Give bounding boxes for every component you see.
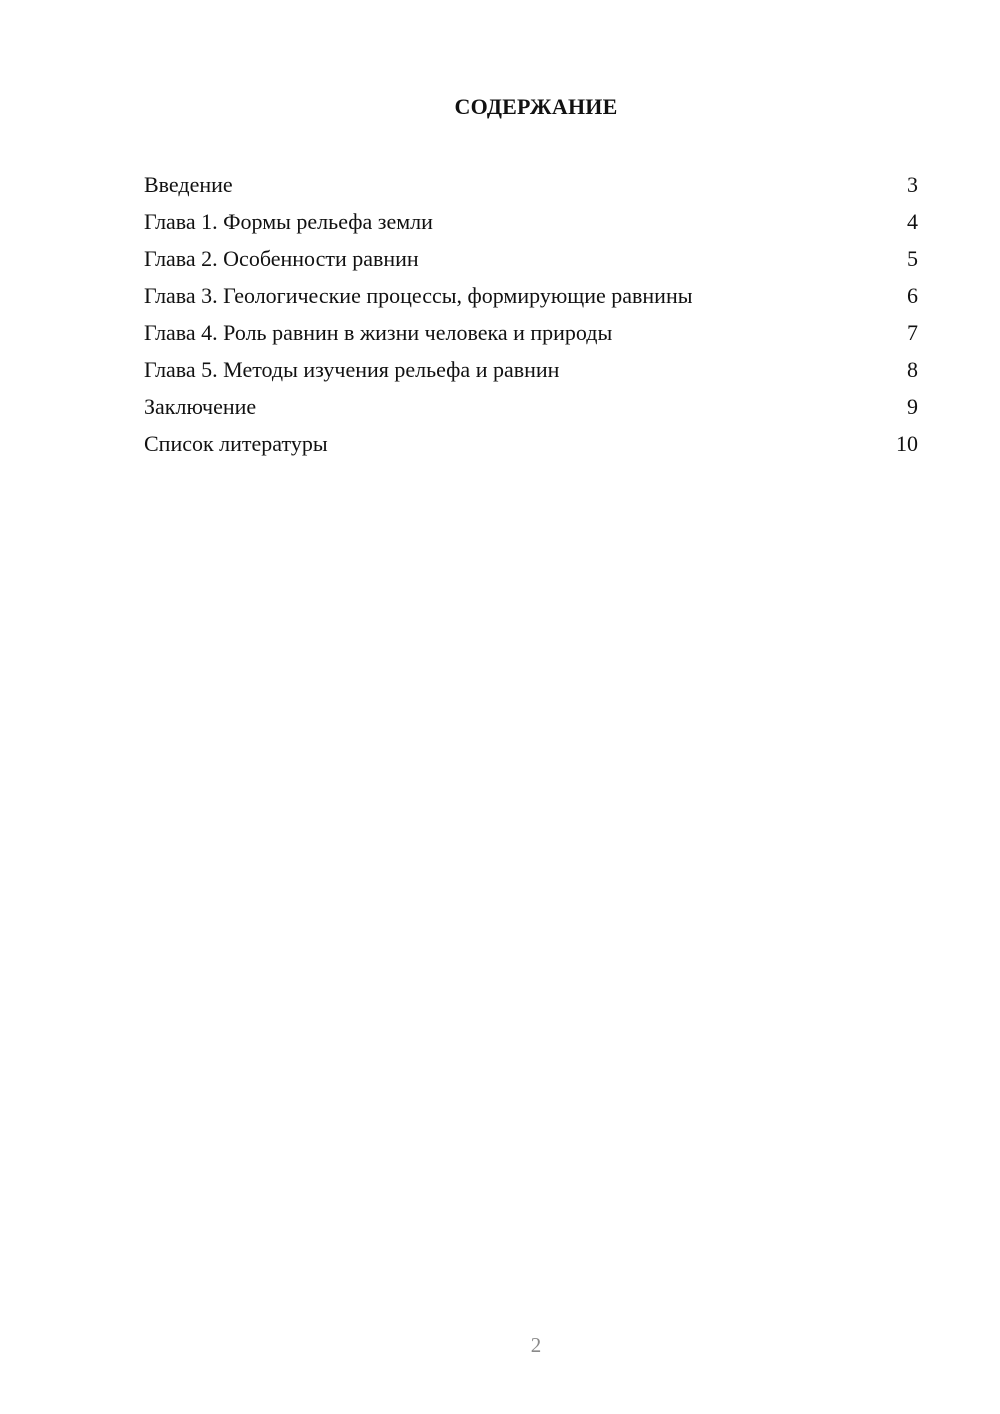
toc-entry-conclusion bbox=[144, 388, 918, 425]
toc-entry-page: 9 bbox=[907, 394, 918, 419]
toc-entry-chapter-5 bbox=[144, 351, 918, 388]
table-of-contents bbox=[144, 166, 918, 462]
toc-entry-page: 6 bbox=[907, 283, 918, 308]
toc-entry-label: Глава 2. Особенности равнин bbox=[144, 246, 419, 271]
toc-entry-page: 5 bbox=[907, 246, 918, 271]
toc-entry-label: Список литературы bbox=[144, 431, 328, 456]
toc-entry-bibliography bbox=[144, 425, 918, 462]
toc-entry-label: Глава 4. Роль равнин в жизни человека и природы bbox=[144, 320, 613, 345]
toc-entry-page: 4 bbox=[907, 209, 918, 234]
toc-entry-label: Глава 1. Формы рельефа земли bbox=[144, 209, 433, 234]
toc-entry-chapter-4 bbox=[144, 314, 918, 351]
toc-entry-label: Введение bbox=[144, 172, 233, 197]
toc-entry-page: 7 bbox=[907, 320, 918, 345]
toc-entry-chapter-2 bbox=[144, 240, 918, 277]
toc-entry-introduction bbox=[144, 166, 918, 203]
toc-title: СОДЕРЖАНИЕ bbox=[454, 94, 618, 119]
page-number: 2 bbox=[530, 1333, 542, 1357]
toc-entry-label: Глава 5. Методы изучения рельефа и равнин bbox=[144, 357, 560, 382]
toc-entry-page: 3 bbox=[907, 172, 918, 197]
toc-entry-label: Заключение bbox=[144, 394, 257, 419]
toc-entry-chapter-1 bbox=[144, 203, 918, 240]
toc-entry-page: 10 bbox=[896, 431, 918, 456]
toc-entry-chapter-3 bbox=[144, 277, 918, 314]
toc-entry-page: 8 bbox=[907, 357, 918, 382]
toc-entry-label: Глава 3. Геологические процессы, формирующие равнины bbox=[144, 283, 693, 308]
